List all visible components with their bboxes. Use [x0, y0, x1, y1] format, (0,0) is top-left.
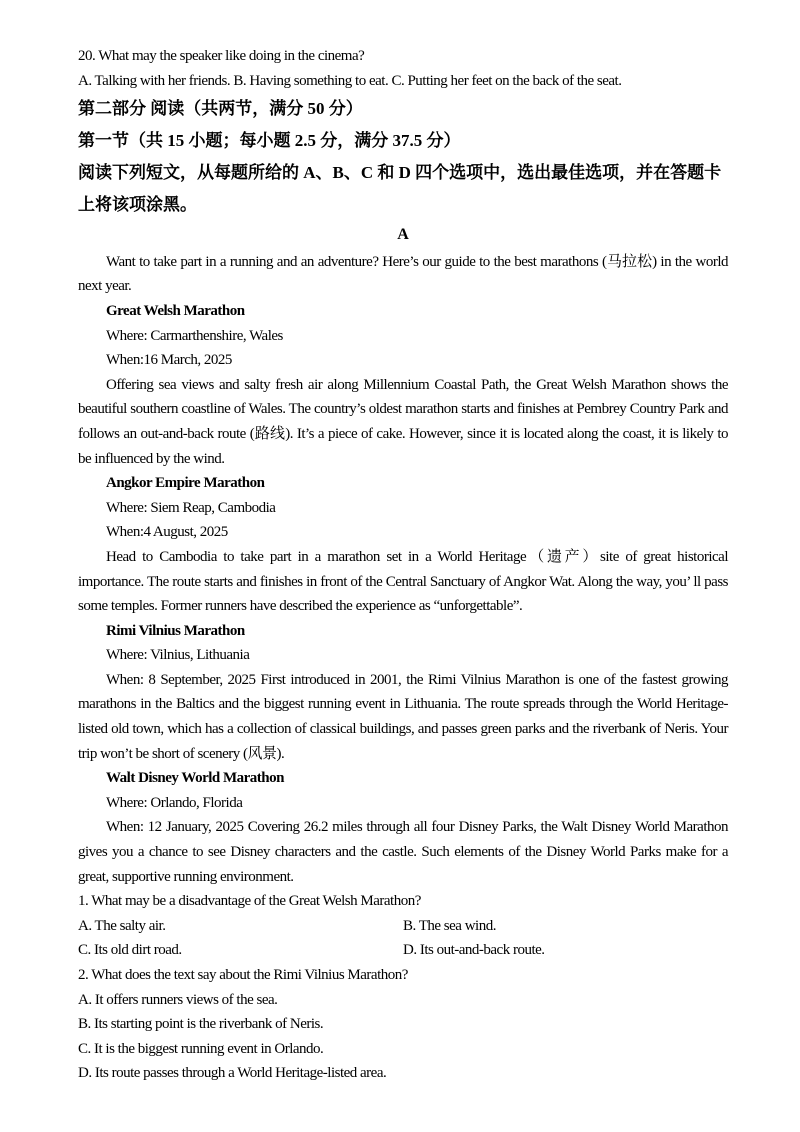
marathon-description-rimi-vilnius: When: 8 September, 2025 First introduced in 2001, the Rimi Vilnius Marathon is one of the fastest growing marathons in the Baltics and the biggest running event in Lithuania. The route spreads through the World Heritage-listed old town, which has a collection of classical buildings, and passes green parks and the riverbank of Neris. Your trip won’t be short of scenery (风景). — [78, 671, 728, 762]
question-20-options: A. Talking with her friends. B. Having something to eat. C. Putting her feet on the back of the seat. — [78, 72, 622, 89]
question-20-stem: 20. What may the speaker like doing in the cinema? — [78, 48, 365, 64]
question-1-option-d: D. Its out-and-back route. — [403, 942, 545, 959]
marathon-where-angkor: Where: Siem Reap, Cambodia — [106, 499, 276, 516]
marathon-where-disney: Where: Orlando, Florida — [106, 794, 243, 811]
question-1-option-b: B. The sea wind. — [403, 917, 496, 934]
marathon-when-angkor: When:4 August, 2025 — [106, 524, 228, 541]
question-1-options-row-cd — [78, 938, 728, 963]
passage-label: A — [397, 226, 409, 244]
question-2-option-a: A. It offers runners views of the sea. — [78, 991, 278, 1008]
marathon-name-angkor: Angkor Empire Marathon — [106, 475, 265, 492]
marathon-name-great-welsh: Great Welsh Marathon — [106, 302, 245, 319]
question-2-option-c: C. It is the biggest running event in Orlando. — [78, 1040, 324, 1057]
part2-header: 第二部分 阅读（共两节，满分 50 分） — [78, 99, 363, 119]
marathon-name-disney: Walt Disney World Marathon — [106, 770, 284, 787]
marathon-description-great-welsh: Offering sea views and salty fresh air along Millennium Coastal Path, the Great Welsh Marathon shows the beautiful southern coastline of Wales. The country’s oldest marathon starts and finishes at Pembrey Country Park and follows an out-and-back route (路线). It’s a piece of cake. However, since it is located along the coast, it is likely to be influenced by the wind. — [78, 376, 728, 467]
question-1-options-row-ab — [78, 914, 728, 939]
marathon-when-great-welsh: When:16 March, 2025 — [106, 352, 232, 369]
part2-section1-header: 第一节（共 15 小题；每小题 2.5 分，满分 37.5 分） — [78, 131, 461, 151]
question-1-option-c: C. Its old dirt road. — [78, 942, 182, 959]
question-2-option-b: B. Its starting point is the riverbank of Neris. — [78, 1016, 324, 1033]
marathon-description-angkor: Head to Cambodia to take part in a marathon set in a World Heritage（遗产）site of great historical importance. The route starts and finishes in front of the Central Sanctuary of Angkor Wat. Along the way, you’ ll pass some temples. Former runners have described the experience as “unforgettable”. — [78, 548, 728, 615]
marathon-description-disney: When: 12 January, 2025 Covering 26.2 miles through all four Disney Parks, the Walt Disney World Marathon gives you a chance to see Disney characters and the castle. Such elements of the Disney World Parks make for a great, supportive running environment. — [78, 819, 728, 885]
question-2-option-d: D. Its route passes through a World Heritage-listed area. — [78, 1065, 387, 1082]
marathon-where-great-welsh: Where: Carmarthenshire, Wales — [106, 327, 283, 344]
question-2-stem: 2. What does the text say about the Rimi Vilnius Marathon? — [78, 967, 408, 983]
passage-intro: Want to take part in a running and an adventure? Here’s our guide to the best marathons (马拉松) in the world next year. — [78, 253, 728, 295]
marathon-name-rimi-vilnius: Rimi Vilnius Marathon — [106, 622, 245, 639]
question-1-stem: 1. What may be a disadvantage of the Great Welsh Marathon? — [78, 893, 421, 910]
question-1-option-a: A. The salty air. — [78, 917, 166, 934]
marathon-where-rimi-vilnius: Where: Vilnius, Lithuania — [106, 647, 250, 664]
part2-instructions: 阅读下列短文，从每题所给的 A、B、C 和 D 四个选项中，选出最佳选项，并在答题卡上将该项涂黑。 — [78, 163, 722, 215]
